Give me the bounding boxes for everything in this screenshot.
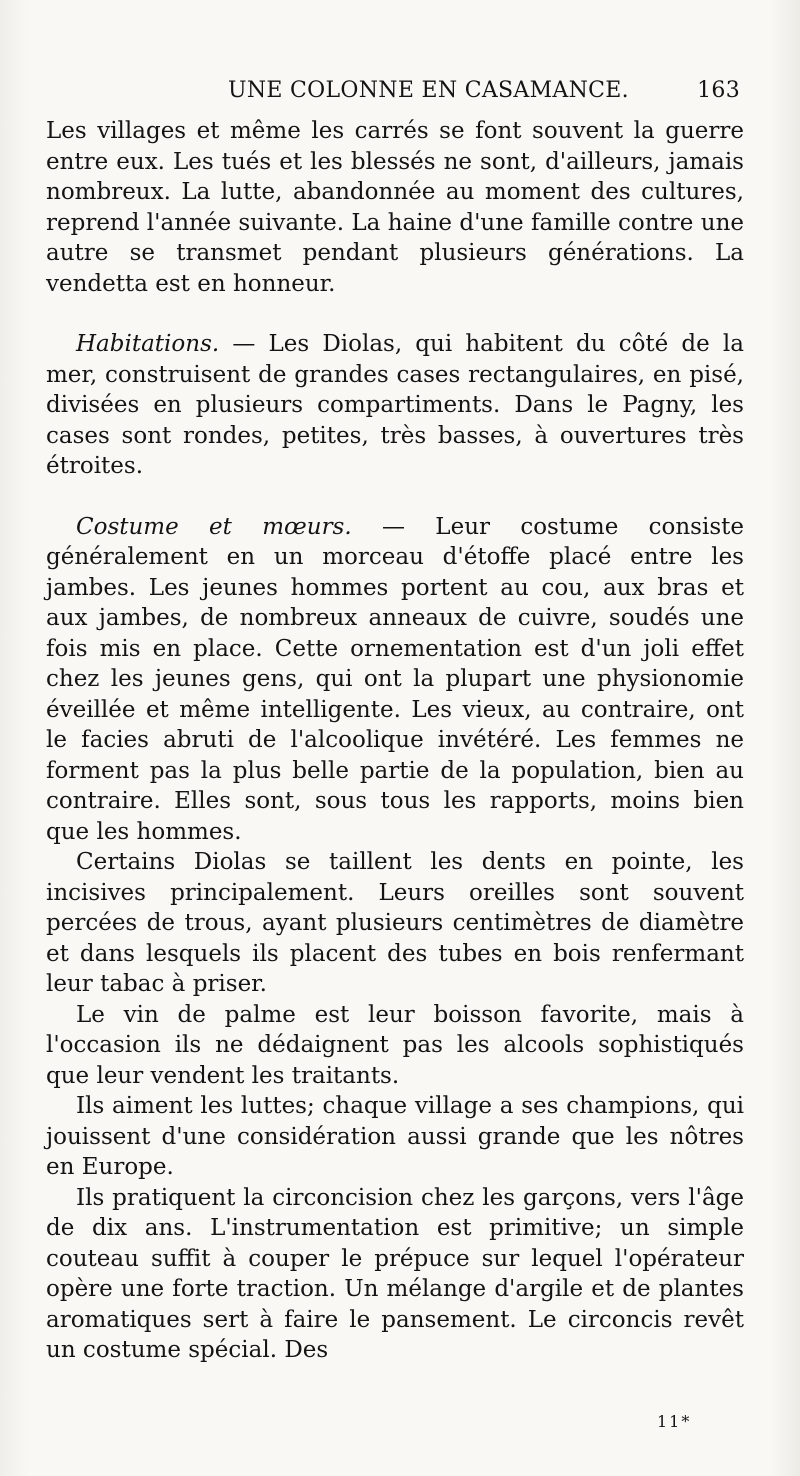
body-text	[46, 116, 744, 1366]
section-text-costume: — Leur costume consiste généralement en un morceau d'étoffe placé entre les jambes. Les jeunes hommes portent au cou, aux bras et aux jambes, de nombreux anneaux de cuivre, soudés une fois mis en place. Cette ornementation est d'un joli effet chez les jeunes gens, qui ont la plupart une physionomie éveillée et même intelligente. Les vieux, au contraire, ont le facies abruti de l'alcoolique invétéré. Les femmes ne forment pas la plus belle partie de la population, bien au contraire. Elles sont, sous tous les rapports, moins bien que les hommes.	[46, 513, 744, 845]
page-header	[0, 78, 800, 108]
section-text-habitations: — Les Diolas, qui habitent du côté de la mer, construisent de grandes cases rectangulaires, en pisé, divisées en plusieurs compartiments. Dans le Pagny, les cases sont rondes, petites, très basses, à ouvertures très étroites.	[46, 331, 744, 479]
paragraph-dents: Certains Diolas se taillent les dents en pointe, les incisives principalement. Leurs oreilles sont souvent percées de trous, ayant plusieurs centimètres de diamètre et dans lesquels ils placent des tubes en bois renfermant leur tabac à priser.	[46, 849, 744, 997]
paragraph-luttes: Ils aiment les luttes; chaque village a ses champions, qui jouissent d'une considération aussi grande que les nôtres en Europe.	[46, 1093, 744, 1180]
page-number: 163	[697, 78, 740, 103]
section-title-costume: Costume et mœurs.	[76, 513, 352, 540]
section-habitations	[46, 329, 744, 482]
paragraph-vendetta: Les villages et même les carrés se font souvent la guerre entre eux. Les tués et les blessés ne sont, d'ailleurs, jamais nombreux. La lutte, abandonnée au moment des cultures, reprend l'année suivante. La haine d'une famille contre une autre se transmet pendant plusieurs générations. La vendetta est en honneur.	[46, 118, 744, 297]
paragraph-vin-de-palme: Le vin de palme est leur boisson favorite, mais à l'occasion ils ne dédaignent pas les alcools sophistiqués que leur vendent les traitants.	[46, 1001, 744, 1089]
running-title: UNE COLONNE EN CASAMANCE.	[228, 78, 629, 103]
section-title-habitations: Habitations.	[76, 331, 220, 357]
paragraph-circoncision: Ils pratiquent la circoncision chez les garçons, vers l'âge de dix ans. L'instrumentation est primitive; un simple couteau suffit à couper le prépuce sur lequel l'opérateur opère une forte traction. Un mélange d'argile et de plantes aromatiques sert à faire le pansement. Le circoncis revêt un costume spécial. Des	[46, 1184, 744, 1363]
signature-mark: 11*	[657, 1412, 692, 1431]
section-costume	[46, 512, 744, 848]
